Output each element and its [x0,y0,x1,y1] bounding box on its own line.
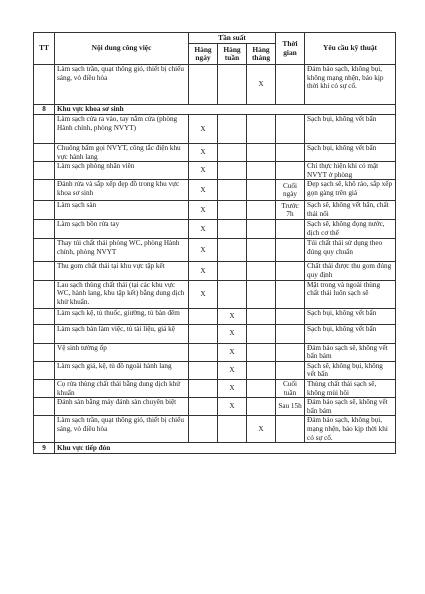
monthly-mark [247,162,276,180]
header-requirements: Yêu cầu kỹ thuật [305,33,396,65]
task-description: Làm sạch kệ, tủ thuốc, giường, tủ bàn đêm [55,308,189,324]
row-number [34,379,55,397]
daily-mark [189,65,218,105]
requirement-text: Chất thải được thu gom đúng quy định [305,262,396,280]
task-description: Làm sạch giá, kệ, tủ đồ ngoài hành lang [55,361,189,379]
row-number [34,220,55,239]
header-frequency: Tần suất [189,33,276,44]
table-row [34,144,396,162]
row-number [34,239,55,262]
header-tt: TT [34,33,55,65]
requirement-text: Sạch bụi, không vết bẩn [305,144,396,162]
requirement-text: Sạch bụi, không vết bẩn [305,324,396,343]
table-row [34,398,396,416]
table-row [34,343,396,361]
time-cell [276,416,305,443]
weekly-mark: X [218,379,247,397]
requirement-text: Đảm bảo sạch sẽ, không vết bẩn bám [305,343,396,361]
row-number [34,361,55,379]
task-description: Làm sạch sàn [55,201,189,220]
requirement-text: Đảm bảo sạch, không bụi, mạng nhện, báo kịp thời khi có sự cố. [305,416,396,443]
weekly-mark [218,280,247,308]
task-description: Làm sạch phòng nhân viên [55,162,189,180]
monthly-mark [247,343,276,361]
row-number [34,262,55,280]
section-title: Khu vực tiếp đón [55,443,396,454]
row-number [34,280,55,308]
row-number [34,115,55,144]
task-description: Làm sạch trần, quạt thông gió, thiết bị chiếu sáng, vỏ điều hòa [55,65,189,105]
weekly-mark: X [218,398,247,416]
weekly-mark: X [218,343,247,361]
table-row [34,220,396,239]
row-number [34,343,55,361]
time-cell [276,324,305,343]
weekly-mark [218,180,247,201]
row-number [34,65,55,105]
daily-mark [189,398,218,416]
weekly-mark [218,239,247,262]
table-row [34,379,396,397]
row-number [34,398,55,416]
table-row [34,65,396,105]
daily-mark: X [189,239,218,262]
weekly-mark: X [218,361,247,379]
table-row [34,162,396,180]
task-description: Lau sạch thùng chất thải (tại các khu vực WC, hành lang, khu tập kết) bằng dung dịch khử khuẩn. [55,280,189,308]
time-cell: Cuối ngày [276,180,305,201]
daily-mark [189,324,218,343]
requirement-text: Sạch sẽ, không đọng nước, dịch cơ thể [305,220,396,239]
weekly-mark [218,115,247,144]
time-cell [276,280,305,308]
row-number [34,180,55,201]
task-description: Đánh sàn bằng máy đánh sàn chuyên biệt [55,398,189,416]
row-number [34,162,55,180]
monthly-mark: X [247,65,276,105]
monthly-mark [247,280,276,308]
monthly-mark [247,361,276,379]
weekly-mark [218,162,247,180]
daily-mark: X [189,262,218,280]
cleaning-schedule-table [33,32,396,454]
monthly-mark [247,379,276,397]
monthly-mark [247,180,276,201]
time-cell [276,144,305,162]
row-number [34,324,55,343]
header-daily: Hàng ngày [189,44,218,65]
requirement-text: Sạch sẽ, không bụi, không vết bẩn [305,361,396,379]
table-row [34,201,396,220]
time-cell [276,65,305,105]
requirement-text: Túi chất thải sử dụng theo đúng quy chuẩn [305,239,396,262]
daily-mark [189,343,218,361]
task-description: Cọ rửa thùng chất thải bằng dung dịch khử khuẩn [55,379,189,397]
weekly-mark: X [218,308,247,324]
daily-mark [189,379,218,397]
task-description: Làm sạch bồn rửa tay [55,220,189,239]
requirement-text: Đảm bảo sạch, không bụi, không mạng nhện, báo kịp thời khi có sự cố. [305,65,396,105]
monthly-mark: X [247,416,276,443]
weekly-mark [218,262,247,280]
task-description: Đánh rửa và sắp xếp đẹp đồ trong khu vực khoa sơ sinh [55,180,189,201]
task-description: Chuông bấm gọi NVYT, công tắc điện khu vực hành lang [55,144,189,162]
monthly-mark [247,144,276,162]
time-cell [276,262,305,280]
task-description: Vệ sinh tường ốp [55,343,189,361]
row-number [34,308,55,324]
task-description: Thu gom chất thải tại khu vực tập kết [55,262,189,280]
time-cell [276,361,305,379]
table-row [34,361,396,379]
table-body [34,65,396,454]
task-description: Làm sạch cửa ra vào, tay nắm cửa (phòng Hành chính, phòng NVYT) [55,115,189,144]
weekly-mark [218,416,247,443]
table-row [34,324,396,343]
header-time: Thời gian [276,33,305,65]
monthly-mark [247,220,276,239]
section-number: 8 [34,105,55,115]
header-weekly: Hàng tuần [218,44,247,65]
requirement-text: Chỉ thực hiện khi có mặt NVYT ở phòng [305,162,396,180]
daily-mark: X [189,180,218,201]
time-cell [276,308,305,324]
monthly-mark [247,115,276,144]
row-number [34,416,55,443]
daily-mark [189,361,218,379]
table-row [34,280,396,308]
requirement-text: Đảm bảo sạch sẽ, không vết bẩn bám [305,398,396,416]
task-description: Làm sạch trần, quạt thông gió, thiết bị chiếu sáng, vỏ điều hòa [55,416,189,443]
time-cell [276,115,305,144]
section-row [34,443,396,454]
time-cell: Trước 7h [276,201,305,220]
monthly-mark [247,239,276,262]
table-row [34,308,396,324]
row-number [34,144,55,162]
task-description: Làm sạch bàn làm việc, tủ tài liệu, giá kệ [55,324,189,343]
monthly-mark [247,262,276,280]
monthly-mark [247,308,276,324]
table-row [34,262,396,280]
weekly-mark: X [218,324,247,343]
daily-mark: X [189,144,218,162]
header-monthly: Hàng tháng [247,44,276,65]
task-description: Thay túi chất thải phòng WC, phòng Hành chính, phòng NVYT [55,239,189,262]
section-row [34,105,396,115]
daily-mark: X [189,280,218,308]
time-cell [276,220,305,239]
table-row [34,115,396,144]
header-content: Nội dung công việc [55,33,189,65]
table-row [34,416,396,443]
row-number [34,201,55,220]
weekly-mark [218,144,247,162]
table-row [34,239,396,262]
requirement-text: Thùng chất thải sạch sẽ, không mùi hôi [305,379,396,397]
daily-mark [189,308,218,324]
time-cell [276,343,305,361]
requirement-text: Sạch bụi, không vết bẩn [305,115,396,144]
section-title: Khu vực khoa sơ sinh [55,105,396,115]
daily-mark: X [189,220,218,239]
requirement-text: Sạch bụi, không vết bẩn [305,308,396,324]
monthly-mark [247,398,276,416]
monthly-mark [247,324,276,343]
daily-mark: X [189,201,218,220]
time-cell [276,162,305,180]
time-cell [276,239,305,262]
weekly-mark [218,220,247,239]
daily-mark: X [189,162,218,180]
daily-mark [189,416,218,443]
requirement-text: Sạch sẽ, không vết bẩn, chất thải nổi [305,201,396,220]
time-cell: Sau 15h [276,398,305,416]
weekly-mark [218,201,247,220]
section-number: 9 [34,443,55,454]
monthly-mark [247,201,276,220]
requirement-text: Đẹp sạch sẽ, khô ráo, sắp xếp gọn gàng trên giá [305,180,396,201]
daily-mark: X [189,115,218,144]
weekly-mark [218,65,247,105]
table-row [34,180,396,201]
requirement-text: Mặt trong và ngoài thùng chất thải luôn sạch sẽ [305,280,396,308]
time-cell: Cuối tuần [276,379,305,397]
